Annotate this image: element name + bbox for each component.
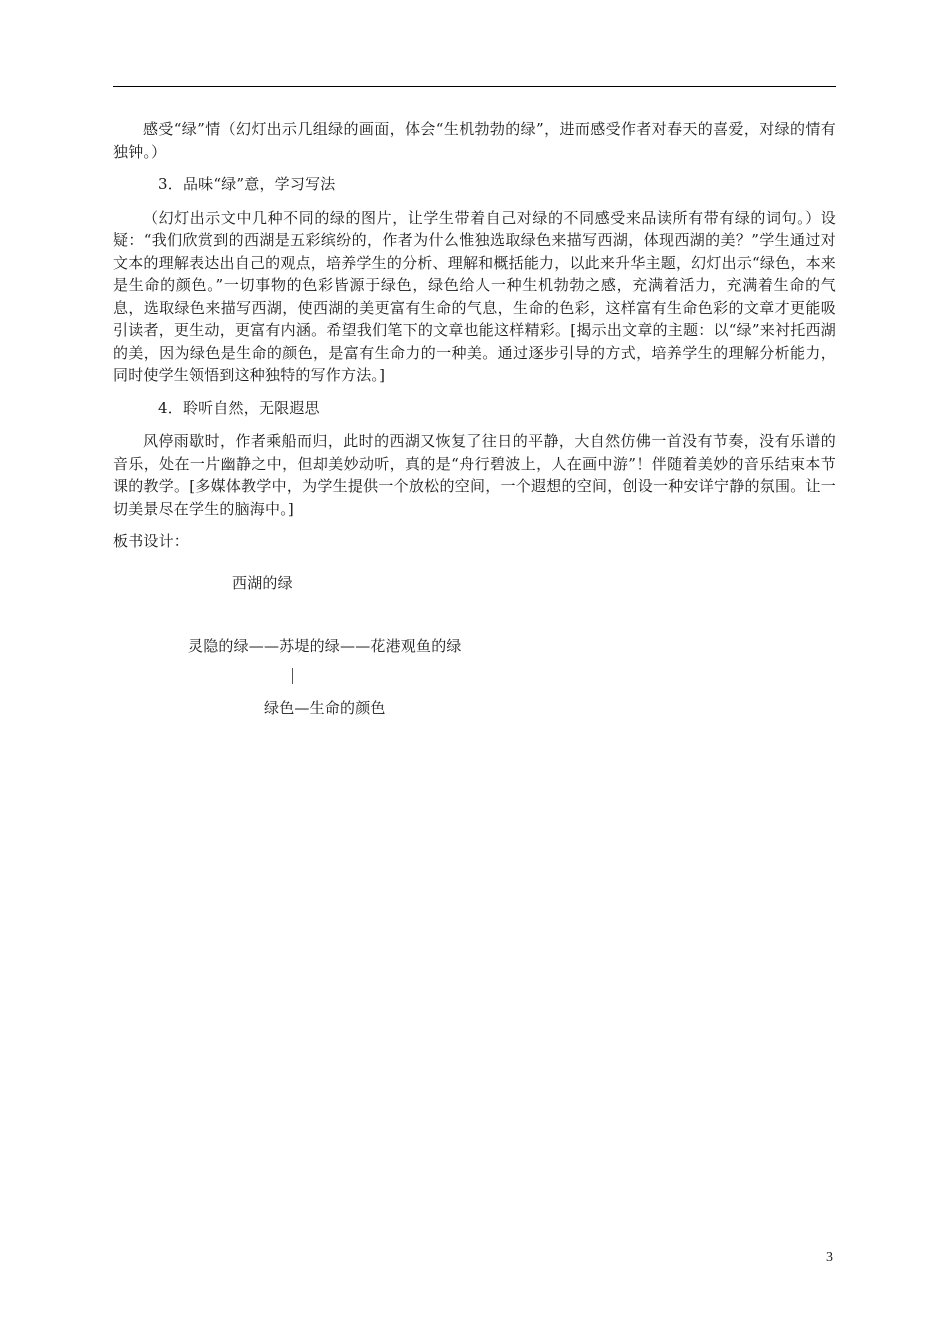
header-rule	[113, 86, 836, 87]
board-conclusion: 绿色—生命的颜色	[264, 698, 386, 717]
paragraph-listen-nature: 风停雨歇时，作者乘船而归，此时的西湖又恢复了往日的平静，大自然仿佛一首没有节奏，没有乐谱的音乐，处在一片幽静之中，但却美妙动听，真的是“舟行碧波上，人在画中游”！伴随着美妙的音乐结束本节课的教学。[多媒体教学中，为学生提供一个放松的空间，一个遐想的空间，创设一种安详宁静的氛围。让一切美景尽在学生的脑海中。]	[113, 432, 836, 518]
board-connector-line	[292, 668, 293, 684]
section-heading-3: 3．品味“绿”意，学习写法	[158, 175, 336, 193]
page-number: 3	[826, 1250, 833, 1265]
board-green-sequence: 灵隐的绿——苏堤的绿——花港观鱼的绿	[188, 636, 462, 655]
blackboard-design	[113, 563, 836, 743]
document-body	[113, 118, 836, 743]
paragraph-savor-green: （幻灯出示文中几种不同的绿的图片，让学生带着自己对绿的不同感受来品读所有带有绿的词句。）设疑：“我们欣赏到的西湖是五彩缤纷的，作者为什么惟独选取绿色来描写西湖，体现西湖的美？”学生通过对文本的理解表达出自己的观点，培养学生的分析、理解和概括能力，以此来升华主题，幻灯出示“绿色，本来是生命的颜色。”一切事物的色彩皆源于绿色，绿色给人一种生机勃勃之感，充满着活力，充满着生命的气息，选取绿色来描写西湖，使西湖的美更富有生命的气息，生命的色彩，这样富有生命色彩的文章才更能吸引读者，更生动，更富有内涵。希望我们笔下的文章也能这样精彩。[揭示出文章的主题：以“绿”来衬托西湖的美，因为绿色是生命的颜色，是富有生命力的一种美。通过逐步引导的方式，培养学生的理解分析能力，同时使学生领悟到这种独特的写作方法。]	[113, 208, 836, 384]
board-design-label: 板书设计：	[113, 532, 190, 550]
paragraph-feel-green: 感受“绿”情（幻灯出示几组绿的画面，体会“生机勃勃的绿”，进而感受作者对春天的喜爱，对绿的情有独钟。）	[113, 120, 836, 161]
board-title: 西湖的绿	[232, 573, 293, 592]
section-heading-4: 4．聆听自然，无限遐思	[158, 398, 320, 417]
